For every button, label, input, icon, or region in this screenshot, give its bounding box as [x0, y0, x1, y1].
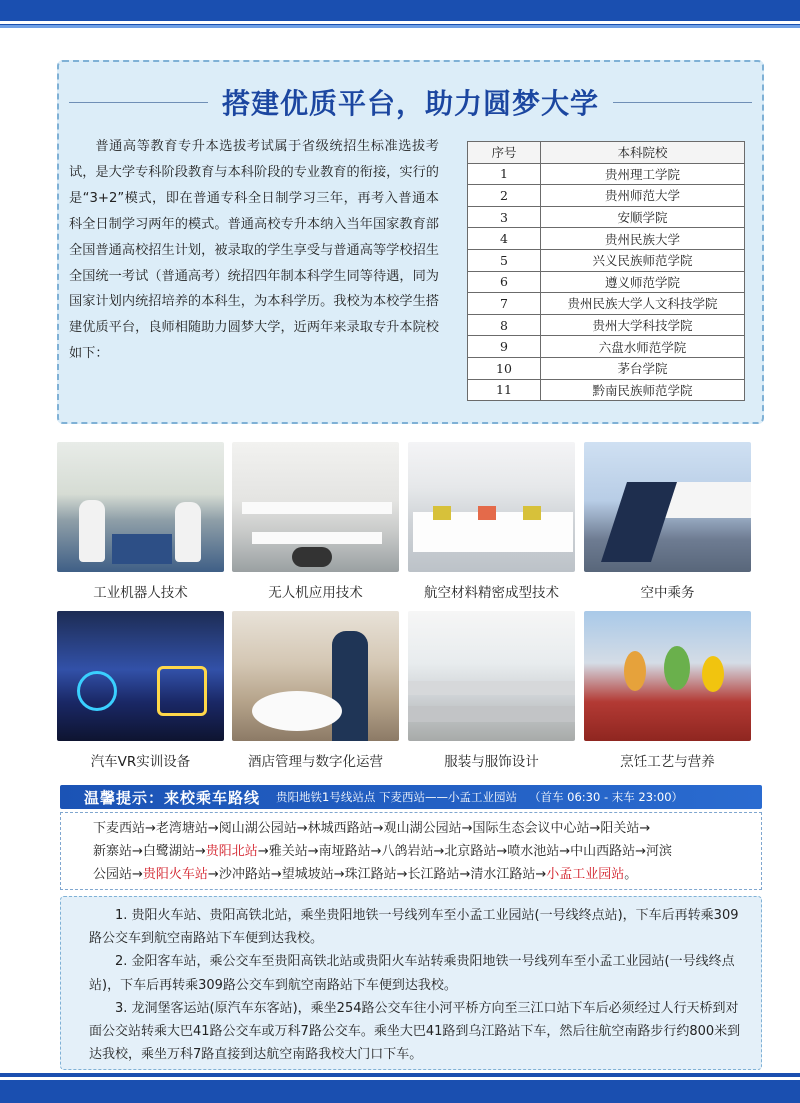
row-school: 贵州师范大学	[541, 185, 745, 207]
row-school: 兴义民族师范学院	[541, 249, 745, 271]
gallery-item-flight-attendant	[584, 442, 751, 601]
metro-route-box	[60, 812, 762, 890]
table-row	[468, 314, 745, 336]
route-text: →雅关站→南垭路站→八鸽岩站→北京路站→喷水池站→中山西路站→河滨	[257, 844, 673, 859]
row-number: 10	[468, 357, 541, 379]
table-row	[468, 206, 745, 228]
route-text: →沙冲路站→望城坡站→珠江路站→长江路站→清水江路站→	[207, 867, 547, 882]
row-number: 4	[468, 228, 541, 250]
direction-item: 3. 龙洞堡客运站(原汽车东客站)，乘坐254路公交车往小河平桥方向至三江口站下车后必须经过人行天桥到对面公交站转乘大巴41路公交车或万科7路公交车。乘坐大巴41路到乌江路站下车，然后往航空南路步行约800米到达我校，乘坐万科7路直接到达航空南路我校大门口下车。	[89, 1000, 741, 1063]
row-number: 7	[468, 293, 541, 315]
row-school: 贵州民族大学人文科技学院	[541, 293, 745, 315]
gallery-item-drone	[232, 442, 399, 601]
table-row	[468, 185, 745, 207]
notice-title: 温馨提示：来校乘车路线	[84, 788, 261, 807]
gallery-item-aviation-materials	[408, 442, 575, 601]
row-school: 茅台学院	[541, 357, 745, 379]
hotel-management-photo	[232, 611, 399, 741]
route-line-3	[93, 863, 761, 886]
table-row	[468, 357, 745, 379]
gallery-caption: 空中乘务	[640, 585, 695, 601]
intro-paragraph: 普通高等教育专升本选拔考试属于省级统招生标准选拔考试，是大学专科阶段教育与本科阶段的专业教育的衔接，实行的是“3+2”模式，即在普通专科全日制学习三年，再考入普通本科全日制学习两年的模式。普通高校专升本纳入当年国家教育部全国普通高校招生计划，被录取的学生享受与普通高等学校招生全国统一考试（普通高考）统招四年制本科学生同等待遇，同为国家计划内统招培养的本科生，为本科学历。我校为本校学生搭建优质平台，良师相随助力圆梦大学，近两年来录取专升本院校如下：	[69, 139, 439, 362]
row-school: 黔南民族师范学院	[541, 379, 745, 401]
row-number: 2	[468, 185, 541, 207]
row-number: 6	[468, 271, 541, 293]
row-school: 六盘水师范学院	[541, 336, 745, 358]
route-text: 。	[624, 867, 638, 882]
col-header-number: 序号	[468, 142, 541, 164]
notice-subtitle: 贵阳地铁1号线站点 下麦西站——小孟工业园站	[276, 790, 517, 804]
intro-panel	[57, 60, 764, 424]
robotics-lab-photo	[57, 442, 224, 572]
row-number: 5	[468, 249, 541, 271]
bottom-banner-bar	[0, 1073, 800, 1103]
title-row	[69, 80, 752, 124]
row-school: 遵义师范学院	[541, 271, 745, 293]
bottom-banner-stripe	[0, 1077, 800, 1080]
gallery-item-robotics	[57, 442, 224, 601]
title-right-rule	[613, 102, 752, 103]
col-header-school: 本科院校	[541, 142, 745, 164]
row-number: 8	[468, 314, 541, 336]
route-line-1: 下麦西站→老湾塘站→阅山湖公园站→林城西路站→观山湖公园站→国际生态会议中心站→阳关站→	[93, 821, 651, 836]
top-banner-bar	[0, 0, 800, 28]
route-highlight-station: 小孟工业园站	[546, 867, 625, 882]
route-highlight-station: 贵阳火车站	[142, 867, 208, 882]
gallery-caption: 汽车VR实训设备	[90, 754, 191, 770]
route-text: 公园站→	[93, 867, 143, 882]
fashion-design-photo	[408, 611, 575, 741]
top-banner-stripe-light	[0, 25, 800, 28]
direction-item: 2. 金阳客车站，乘公交车至贵阳高铁北站或贵阳火车站转乘贵阳地铁一号线列车至小孟工业园站(一号线终点站)，下车后再转乘309路公交车到航空南路站下车便到达我校。	[89, 954, 735, 993]
table-row	[468, 249, 745, 271]
row-number: 9	[468, 336, 541, 358]
gallery-caption: 服装与服饰设计	[444, 754, 539, 770]
gallery-caption: 无人机应用技术	[268, 585, 363, 601]
row-school: 贵州大学科技学院	[541, 314, 745, 336]
row-school: 安顺学院	[541, 206, 745, 228]
gallery-caption: 航空材料精密成型技术	[424, 585, 559, 601]
culinary-photo	[584, 611, 751, 741]
direction-item: 1. 贵阳火车站、贵阳高铁北站，乘坐贵阳地铁一号线列车至小孟工业园站(一号线终点站)，下车后再转乘309路公交车到航空南路站下车便到达我校。	[89, 908, 739, 947]
top-banner-stripe	[0, 21, 800, 24]
directions-box	[60, 896, 762, 1070]
notice-hours: （首车 06:30 - 末车 23:00）	[529, 790, 684, 804]
row-school: 贵州民族大学	[541, 228, 745, 250]
route-text: 新寨站→白鹭湖站→	[93, 844, 206, 859]
table-row	[468, 228, 745, 250]
page-title: 搭建优质平台，助力圆梦大学	[222, 87, 600, 120]
row-school: 贵州理工学院	[541, 163, 745, 185]
gallery-item-fashion	[408, 611, 575, 770]
route-highlight-station: 贵阳北站	[205, 844, 258, 859]
table-row	[468, 379, 745, 401]
school-table-header-row	[468, 142, 745, 164]
gallery-item-hotel	[232, 611, 399, 770]
gallery-item-culinary	[584, 611, 751, 770]
table-row	[468, 163, 745, 185]
row-number: 3	[468, 206, 541, 228]
row-number: 1	[468, 163, 541, 185]
school-table	[467, 141, 745, 401]
drone-lab-photo	[232, 442, 399, 572]
gallery-caption: 烹饪工艺与营养	[620, 754, 715, 770]
flight-attendant-photo	[584, 442, 751, 572]
gallery-caption: 工业机器人技术	[93, 585, 188, 601]
route-line-2	[93, 840, 761, 863]
gallery-item-vr-auto	[57, 611, 224, 770]
vr-auto-photo	[57, 611, 224, 741]
table-row	[468, 293, 745, 315]
notice-banner	[60, 785, 762, 809]
gallery-caption: 酒店管理与数字化运营	[248, 754, 383, 770]
row-number: 11	[468, 379, 541, 401]
table-row	[468, 336, 745, 358]
table-row	[468, 271, 745, 293]
aviation-materials-photo	[408, 442, 575, 572]
title-left-rule	[69, 102, 208, 103]
